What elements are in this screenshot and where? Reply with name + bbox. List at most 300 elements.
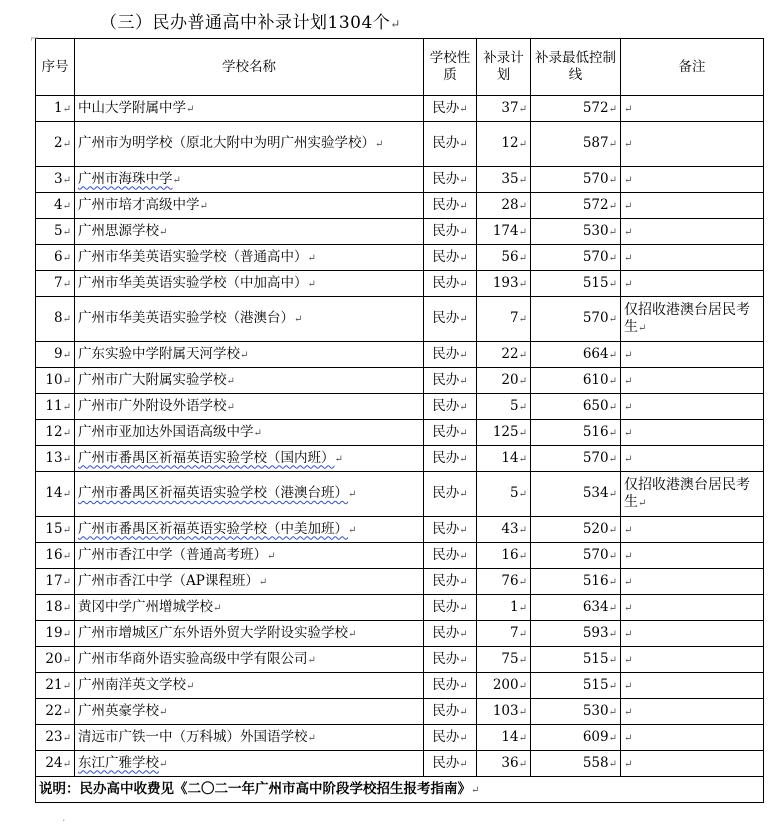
row-plan bbox=[477, 725, 531, 751]
row-min-line-text: 530 bbox=[582, 702, 609, 719]
row-school-nature bbox=[424, 517, 477, 543]
cell-paragraph-mark: ↵ bbox=[518, 453, 527, 465]
cell-paragraph-mark: ↵ bbox=[518, 226, 527, 238]
row-school-nature bbox=[424, 472, 477, 517]
row-seq bbox=[36, 699, 75, 725]
row-note bbox=[621, 219, 764, 245]
row-seq-text: 12 bbox=[45, 423, 63, 440]
row-plan-text: 20 bbox=[501, 371, 519, 388]
cell-paragraph-mark: ↵ bbox=[62, 453, 71, 465]
cell-paragraph-mark: ↵ bbox=[459, 602, 468, 614]
cell-paragraph-mark: ↵ bbox=[348, 489, 357, 500]
row-school-nature-text: 民办 bbox=[432, 196, 460, 213]
row-school-nature-text: 民办 bbox=[432, 485, 460, 501]
cell-paragraph-mark: ↵ bbox=[459, 628, 468, 640]
row-school-name-text: 清远市广铁一中（万科城）外国语学校 bbox=[78, 728, 308, 745]
cell-paragraph-mark: ↵ bbox=[307, 278, 316, 290]
cell-paragraph-mark: ↵ bbox=[518, 314, 527, 325]
row-seq-text: 17 bbox=[45, 572, 63, 589]
row-min-line bbox=[531, 725, 621, 751]
row-seq-text: 4 bbox=[54, 196, 63, 213]
cell-paragraph-mark: ↵ bbox=[159, 706, 168, 718]
cell-paragraph-mark: ↵ bbox=[172, 174, 181, 186]
cell-paragraph-mark: ↵ bbox=[62, 174, 71, 186]
row-school-name bbox=[75, 569, 424, 595]
row-seq-text: 9 bbox=[54, 345, 63, 362]
cell-paragraph-mark: ↵ bbox=[62, 576, 71, 588]
table-row bbox=[36, 517, 764, 543]
row-plan bbox=[477, 569, 531, 595]
row-plan bbox=[477, 699, 531, 725]
row-note bbox=[621, 472, 764, 517]
row-plan-text: 22 bbox=[501, 345, 519, 362]
cell-paragraph-mark: ↵ bbox=[334, 453, 343, 465]
row-school-name bbox=[75, 219, 424, 245]
row-school-name bbox=[75, 621, 424, 647]
table-row bbox=[36, 543, 764, 569]
row-school-nature-text: 民办 bbox=[432, 135, 460, 151]
cell-paragraph-mark: ↵ bbox=[240, 349, 249, 361]
row-note bbox=[621, 647, 764, 673]
cell-paragraph-mark: ↵ bbox=[348, 524, 357, 536]
row-min-line bbox=[531, 342, 621, 368]
row-school-name-text: 广州市华商外语实验高级中学有限公司 bbox=[78, 650, 308, 667]
row-school-name-text: 广州市华美英语实验学校（普通高中） bbox=[78, 248, 308, 265]
row-school-name bbox=[75, 297, 424, 342]
cell-paragraph-mark: ↵ bbox=[62, 654, 71, 666]
cell-paragraph-mark: ↵ bbox=[62, 314, 71, 325]
cell-paragraph-mark: ↵ bbox=[624, 524, 633, 536]
cell-paragraph-mark: ↵ bbox=[159, 226, 168, 238]
header-note: 备注 bbox=[621, 39, 764, 96]
row-seq-text: 5 bbox=[54, 222, 63, 239]
row-seq bbox=[36, 368, 75, 394]
table-row bbox=[36, 647, 764, 673]
cell-paragraph-mark: ↵ bbox=[459, 706, 468, 718]
row-school-nature-text: 民办 bbox=[432, 572, 460, 589]
row-note bbox=[621, 167, 764, 193]
row-school-name bbox=[75, 394, 424, 420]
row-min-line bbox=[531, 472, 621, 517]
row-min-line-text: 520 bbox=[582, 520, 609, 537]
cell-paragraph-mark: ↵ bbox=[518, 278, 527, 290]
row-note bbox=[621, 517, 764, 543]
cell-paragraph-mark: ↵ bbox=[459, 489, 468, 500]
cell-paragraph-mark: ↵ bbox=[624, 278, 633, 290]
row-min-line-text: 515 bbox=[582, 274, 609, 291]
row-seq bbox=[36, 621, 75, 647]
row-min-line-text: 587 bbox=[582, 135, 609, 151]
cell-paragraph-mark: ↵ bbox=[518, 680, 527, 692]
row-plan-text: 1 bbox=[510, 598, 519, 615]
row-school-nature bbox=[424, 725, 477, 751]
row-school-nature bbox=[424, 699, 477, 725]
cell-paragraph-mark: ↵ bbox=[624, 401, 633, 413]
cell-paragraph-mark: ↵ bbox=[624, 654, 633, 666]
cell-paragraph-mark: ↵ bbox=[518, 602, 527, 614]
cell-paragraph-mark: ↵ bbox=[624, 375, 633, 387]
cell-paragraph-mark: ↵ bbox=[518, 174, 527, 186]
cell-paragraph-mark: ↵ bbox=[62, 401, 71, 413]
row-seq-text: 10 bbox=[45, 371, 63, 388]
table-row bbox=[36, 297, 764, 342]
cell-paragraph-mark: ↵ bbox=[624, 252, 633, 264]
row-plan-text: 16 bbox=[501, 546, 519, 563]
cell-paragraph-mark: ↵ bbox=[62, 628, 71, 640]
cell-paragraph-mark: ↵ bbox=[459, 278, 468, 290]
row-school-nature bbox=[424, 647, 477, 673]
cell-paragraph-mark: ↵ bbox=[518, 489, 527, 500]
row-note bbox=[621, 193, 764, 219]
row-min-line-text: 530 bbox=[582, 222, 609, 239]
row-seq-text: 2 bbox=[54, 135, 63, 151]
row-school-nature-text: 民办 bbox=[432, 423, 460, 440]
row-min-line-text: 558 bbox=[582, 754, 609, 771]
row-seq-text: 18 bbox=[45, 598, 63, 615]
table-row bbox=[36, 621, 764, 647]
cell-paragraph-mark: ↵ bbox=[62, 200, 71, 212]
cell-paragraph-mark: ↵ bbox=[518, 628, 527, 640]
row-plan bbox=[477, 245, 531, 271]
row-school-name bbox=[75, 673, 424, 699]
cell-paragraph-mark: ↵ bbox=[624, 706, 633, 718]
cell-paragraph-mark: ↵ bbox=[62, 706, 71, 718]
row-note bbox=[621, 96, 764, 122]
row-seq bbox=[36, 420, 75, 446]
row-school-nature-text: 民办 bbox=[432, 449, 460, 466]
row-note bbox=[621, 751, 764, 777]
row-note bbox=[621, 420, 764, 446]
enrollment-plan-table bbox=[35, 38, 764, 803]
cell-paragraph-mark: ↵ bbox=[459, 103, 468, 115]
row-school-name-text: 广州市为明学校（原北大附中为明广州实验学校） bbox=[78, 135, 375, 151]
row-plan-text: 76 bbox=[501, 572, 519, 589]
row-school-nature bbox=[424, 219, 477, 245]
row-school-nature-text: 民办 bbox=[432, 546, 460, 563]
row-school-name bbox=[75, 342, 424, 368]
cell-paragraph-mark: ↵ bbox=[62, 524, 71, 536]
row-note bbox=[621, 342, 764, 368]
cell-paragraph-mark: ↵ bbox=[624, 174, 633, 186]
row-school-nature bbox=[424, 193, 477, 219]
row-min-line-text: 570 bbox=[582, 449, 609, 466]
cell-paragraph-mark: ↵ bbox=[375, 139, 384, 150]
row-plan-text: 7 bbox=[510, 310, 519, 326]
cell-paragraph-mark: ↵ bbox=[608, 278, 617, 290]
cell-paragraph-mark: ↵ bbox=[518, 576, 527, 588]
row-plan-text: 7 bbox=[510, 624, 519, 641]
row-plan-text: 56 bbox=[501, 248, 519, 265]
cell-paragraph-mark: ↵ bbox=[624, 349, 633, 361]
cell-paragraph-mark: ↵ bbox=[459, 758, 468, 770]
row-school-name bbox=[75, 517, 424, 543]
row-plan-text: 200 bbox=[492, 676, 519, 693]
cell-paragraph-mark: ↵ bbox=[294, 314, 303, 325]
row-school-name-text: 广州市亚加达外国语高级中学 bbox=[78, 423, 254, 440]
row-min-line-text: 515 bbox=[582, 676, 609, 693]
row-min-line bbox=[531, 245, 621, 271]
row-seq-text: 22 bbox=[45, 702, 63, 719]
row-school-nature-text: 民办 bbox=[432, 754, 460, 771]
cell-paragraph-mark: ↵ bbox=[638, 322, 647, 334]
row-min-line bbox=[531, 167, 621, 193]
row-min-line-text: 572 bbox=[582, 99, 609, 116]
cell-paragraph-mark: ↵ bbox=[307, 252, 316, 264]
cell-paragraph-mark: ↵ bbox=[624, 550, 633, 562]
row-seq bbox=[36, 673, 75, 699]
row-school-name-text: 广东实验中学附属天河学校 bbox=[78, 345, 240, 362]
row-seq bbox=[36, 122, 75, 167]
row-min-line-text: 609 bbox=[582, 728, 609, 745]
cell-paragraph-mark: ↵ bbox=[62, 427, 71, 439]
row-min-line-text: 570 bbox=[582, 248, 609, 265]
cell-paragraph-mark: ↵ bbox=[459, 349, 468, 361]
cell-paragraph-mark: ↵ bbox=[624, 103, 633, 115]
row-plan-text: 43 bbox=[501, 520, 519, 537]
row-seq-text: 16 bbox=[45, 546, 63, 563]
row-min-line bbox=[531, 297, 621, 342]
row-plan-text: 75 bbox=[501, 650, 519, 667]
row-seq-text: 15 bbox=[45, 520, 63, 537]
row-seq-text: 8 bbox=[54, 310, 63, 326]
cell-paragraph-mark: ↵ bbox=[307, 654, 316, 666]
row-min-line bbox=[531, 368, 621, 394]
cell-paragraph-mark: ↵ bbox=[459, 200, 468, 212]
row-plan-text: 12 bbox=[501, 135, 519, 151]
cell-paragraph-mark: ↵ bbox=[624, 628, 633, 640]
row-school-nature bbox=[424, 595, 477, 621]
row-note bbox=[621, 297, 764, 342]
row-note bbox=[621, 122, 764, 167]
row-seq bbox=[36, 96, 75, 122]
table-row bbox=[36, 193, 764, 219]
row-plan bbox=[477, 621, 531, 647]
row-note bbox=[621, 271, 764, 297]
cell-paragraph-mark: ↵ bbox=[459, 654, 468, 666]
cell-paragraph-mark: ↵ bbox=[62, 278, 71, 290]
row-plan-text: 5 bbox=[510, 485, 519, 501]
row-school-nature-text: 民办 bbox=[432, 728, 460, 745]
row-note bbox=[621, 394, 764, 420]
row-plan bbox=[477, 517, 531, 543]
row-plan-text: 125 bbox=[492, 423, 519, 440]
row-plan bbox=[477, 446, 531, 472]
row-seq bbox=[36, 517, 75, 543]
cell-paragraph-mark: ↵ bbox=[608, 732, 617, 744]
row-school-nature-text: 民办 bbox=[432, 274, 460, 291]
table-row bbox=[36, 673, 764, 699]
row-school-name-text: 广州市海珠中学 bbox=[78, 170, 173, 187]
cell-paragraph-mark: ↵ bbox=[608, 524, 617, 536]
cell-paragraph-mark: ↵ bbox=[518, 200, 527, 212]
row-school-nature-text: 民办 bbox=[432, 624, 460, 641]
row-school-name bbox=[75, 193, 424, 219]
row-seq-text: 19 bbox=[45, 624, 63, 641]
row-school-nature-text: 民办 bbox=[432, 520, 460, 537]
row-plan-text: 37 bbox=[501, 99, 519, 116]
row-school-name bbox=[75, 647, 424, 673]
row-school-nature bbox=[424, 122, 477, 167]
cell-paragraph-mark: ↵ bbox=[226, 401, 235, 413]
row-school-nature bbox=[424, 297, 477, 342]
row-seq bbox=[36, 446, 75, 472]
row-school-name bbox=[75, 271, 424, 297]
cell-paragraph-mark: ↵ bbox=[62, 758, 71, 770]
row-seq bbox=[36, 569, 75, 595]
row-plan-text: 5 bbox=[510, 397, 519, 414]
row-school-name bbox=[75, 725, 424, 751]
table-row bbox=[36, 420, 764, 446]
row-school-nature bbox=[424, 673, 477, 699]
row-school-nature bbox=[424, 751, 477, 777]
row-min-line bbox=[531, 699, 621, 725]
row-school-nature-text: 民办 bbox=[432, 170, 460, 187]
cell-paragraph-mark: ↵ bbox=[213, 602, 222, 614]
table-row bbox=[36, 595, 764, 621]
row-school-nature-text: 民办 bbox=[432, 222, 460, 239]
row-school-nature bbox=[424, 420, 477, 446]
row-min-line bbox=[531, 595, 621, 621]
cell-paragraph-mark: ↵ bbox=[608, 706, 617, 718]
table-row bbox=[36, 394, 764, 420]
row-min-line bbox=[531, 394, 621, 420]
corner-mark-bottom-left: · bbox=[62, 814, 66, 827]
table-row bbox=[36, 122, 764, 167]
cell-paragraph-mark: ↵ bbox=[62, 252, 71, 264]
row-seq bbox=[36, 472, 75, 517]
row-min-line bbox=[531, 122, 621, 167]
cell-paragraph-mark: ↵ bbox=[62, 103, 71, 115]
cell-paragraph-mark: ↵ bbox=[253, 427, 262, 439]
cell-paragraph-mark: ↵ bbox=[518, 654, 527, 666]
cell-paragraph-mark: ↵ bbox=[459, 226, 468, 238]
cell-paragraph-mark: ↵ bbox=[459, 453, 468, 465]
row-seq-text: 7 bbox=[54, 274, 63, 291]
cell-paragraph-mark: ↵ bbox=[62, 139, 71, 150]
cell-paragraph-mark: ↵ bbox=[62, 226, 71, 238]
row-min-line-text: 664 bbox=[582, 345, 609, 362]
row-school-name-text: 广州市广外附设外语学校 bbox=[78, 397, 227, 414]
cell-paragraph-mark: ↵ bbox=[608, 758, 617, 770]
row-school-name-text: 东江广雅学校 bbox=[78, 754, 159, 771]
header-school-name: 学校名称 bbox=[75, 39, 424, 96]
row-school-nature-text: 民办 bbox=[432, 310, 460, 326]
cell-paragraph-mark: ↵ bbox=[608, 139, 617, 150]
row-min-line bbox=[531, 96, 621, 122]
table-row bbox=[36, 446, 764, 472]
cell-paragraph-mark: ↵ bbox=[518, 103, 527, 115]
row-plan bbox=[477, 122, 531, 167]
row-note bbox=[621, 446, 764, 472]
row-min-line bbox=[531, 420, 621, 446]
cell-paragraph-mark: ↵ bbox=[624, 139, 633, 150]
cell-paragraph-mark: ↵ bbox=[459, 427, 468, 439]
row-school-nature bbox=[424, 368, 477, 394]
cell-paragraph-mark: ↵ bbox=[518, 732, 527, 744]
row-plan bbox=[477, 673, 531, 699]
row-plan bbox=[477, 472, 531, 517]
row-school-nature bbox=[424, 342, 477, 368]
row-min-line bbox=[531, 219, 621, 245]
row-min-line-text: 516 bbox=[582, 423, 609, 440]
cell-paragraph-mark: ↵ bbox=[608, 226, 617, 238]
cell-paragraph-mark: ↵ bbox=[459, 314, 468, 325]
row-school-name bbox=[75, 245, 424, 271]
row-note-text: 仅招收港澳台居民考生 bbox=[624, 476, 750, 510]
row-plan-text: 14 bbox=[501, 449, 519, 466]
row-seq bbox=[36, 342, 75, 368]
cell-paragraph-mark: ↵ bbox=[608, 103, 617, 115]
cell-paragraph-mark: ↵ bbox=[518, 427, 527, 439]
row-school-name-text: 广州市华美英语实验学校（中加高中） bbox=[78, 274, 308, 291]
row-school-name-text: 广州市培才高级中学 bbox=[78, 196, 200, 213]
section-title bbox=[100, 8, 401, 33]
cell-paragraph-mark: ↵ bbox=[186, 103, 195, 115]
row-seq bbox=[36, 725, 75, 751]
row-school-name bbox=[75, 472, 424, 517]
row-min-line bbox=[531, 621, 621, 647]
table-header-row bbox=[36, 39, 764, 96]
cell-paragraph-mark: ↵ bbox=[624, 453, 633, 465]
row-seq bbox=[36, 647, 75, 673]
row-school-name-text: 广州市香江中学（AP课程班） bbox=[78, 572, 259, 589]
cell-paragraph-mark: ↵ bbox=[624, 680, 633, 692]
cell-paragraph-mark: ↵ bbox=[459, 732, 468, 744]
cell-paragraph-mark: ↵ bbox=[62, 732, 71, 744]
cell-paragraph-mark: ↵ bbox=[608, 174, 617, 186]
cell-paragraph-mark: ↵ bbox=[62, 550, 71, 562]
cell-paragraph-mark: ↵ bbox=[518, 758, 527, 770]
row-seq bbox=[36, 167, 75, 193]
cell-paragraph-mark: ↵ bbox=[267, 550, 276, 562]
row-school-name-text: 黄冈中学广州增城学校 bbox=[78, 598, 213, 615]
footer-note-text: 说明：民办高中收费见《二〇二一年广州市高中阶段学校招生报考指南》 bbox=[39, 780, 471, 797]
row-plan-text: 193 bbox=[492, 274, 519, 291]
row-min-line-text: 516 bbox=[582, 572, 609, 589]
cell-paragraph-mark: ↵ bbox=[307, 732, 316, 744]
cell-paragraph-mark: ↵ bbox=[608, 401, 617, 413]
row-school-nature-text: 民办 bbox=[432, 371, 460, 388]
row-school-name bbox=[75, 368, 424, 394]
cell-paragraph-mark: ↵ bbox=[518, 139, 527, 150]
row-plan-text: 35 bbox=[501, 170, 519, 187]
cell-paragraph-mark: ↵ bbox=[518, 375, 527, 387]
cell-paragraph-mark: ↵ bbox=[638, 497, 647, 509]
table-row bbox=[36, 751, 764, 777]
table-row bbox=[36, 725, 764, 751]
row-school-name-text: 广州市番禺区祈福英语实验学校（港澳台班） bbox=[78, 485, 348, 501]
row-min-line bbox=[531, 517, 621, 543]
cell-paragraph-mark: ↵ bbox=[518, 550, 527, 562]
row-school-nature-text: 民办 bbox=[432, 676, 460, 693]
row-seq bbox=[36, 297, 75, 342]
row-school-name-text: 广州市增城区广东外语外贸大学附设实验学校 bbox=[78, 624, 348, 641]
cell-paragraph-mark: ↵ bbox=[459, 576, 468, 588]
row-min-line bbox=[531, 569, 621, 595]
row-seq-text: 24 bbox=[45, 754, 63, 771]
row-plan bbox=[477, 394, 531, 420]
cell-paragraph-mark: ↵ bbox=[518, 252, 527, 264]
cell-paragraph-mark: ↵ bbox=[62, 680, 71, 692]
header-min-line: 补录最低控制线 bbox=[531, 39, 621, 96]
row-school-nature-text: 民办 bbox=[432, 397, 460, 414]
row-note bbox=[621, 569, 764, 595]
row-school-name bbox=[75, 96, 424, 122]
cell-paragraph-mark: ↵ bbox=[62, 349, 71, 361]
row-seq bbox=[36, 751, 75, 777]
row-seq bbox=[36, 193, 75, 219]
row-note bbox=[621, 595, 764, 621]
